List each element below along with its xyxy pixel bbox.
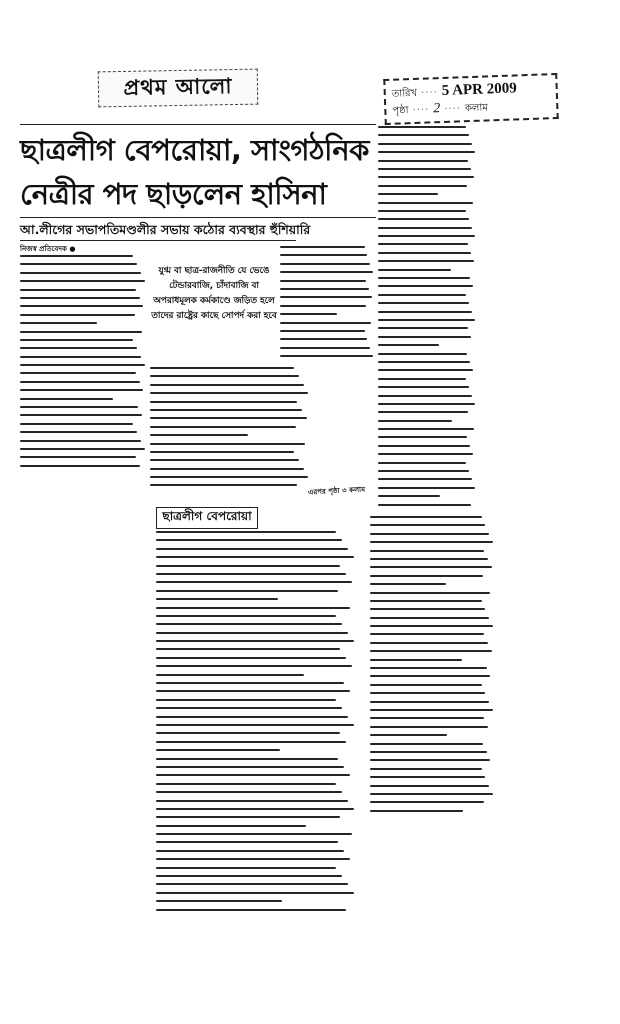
text-line [20,297,140,299]
text-line [156,598,278,600]
text-line [370,642,488,644]
text-line [378,411,468,413]
byline: নিজস্ব প্রতিবেদক ● [20,245,76,253]
text-line [370,650,492,652]
text-line [378,462,466,464]
text-line [156,548,348,550]
text-line [378,420,452,422]
text-line [20,331,142,333]
text-line [20,272,141,274]
text-line [20,448,145,450]
text-line [156,833,352,835]
article-top-rule [20,124,376,125]
text-line [378,277,470,279]
text-line [370,734,447,736]
text-line [370,566,492,568]
text-line [150,451,294,453]
text-line [20,456,136,458]
text-line [378,361,470,363]
text-line [150,476,308,478]
text-line [378,193,438,195]
text-line [378,436,467,438]
text-line [370,692,485,694]
text-line [378,445,470,447]
text-line [20,263,137,265]
text-line [20,431,137,433]
text-line [156,531,336,533]
text-line [20,414,142,416]
text-line [156,867,336,869]
text-line [378,504,471,506]
stamp-dots: ···· [444,103,462,115]
text-line [156,816,340,818]
text-line [378,160,468,162]
text-line [150,434,248,436]
text-line [150,484,297,486]
text-line [280,280,366,282]
text-line [280,246,365,248]
text-line [378,311,472,313]
text-line [370,701,489,703]
text-line [280,338,367,340]
text-line [378,235,475,237]
text-line [378,453,473,455]
text-line [370,541,493,543]
text-line [378,336,471,338]
text-line [378,327,468,329]
text-line [156,556,354,558]
text-line [156,665,352,667]
text-line [370,759,490,761]
text-line [156,875,342,877]
inset-headline: ছাত্রলীগ বেপরোয়া [156,507,258,529]
text-line [370,768,482,770]
text-line [378,227,472,229]
text-line [280,271,373,273]
text-line [150,417,307,419]
text-line [156,892,354,894]
text-line [20,364,145,366]
text-line [156,581,352,583]
text-line [370,592,490,594]
text-line [370,558,488,560]
text-line [370,726,488,728]
text-line [156,565,340,567]
text-line [156,741,346,743]
text-line [156,841,338,843]
text-line [378,403,475,405]
text-line [378,252,471,254]
text-line [378,294,466,296]
text-line [280,288,369,290]
text-line [370,801,484,803]
text-line [378,395,472,397]
text-line [150,384,304,386]
text-line [370,583,446,585]
text-line [370,751,487,753]
text-line [280,296,372,298]
headline-line-2: নেত্রীর পদ ছাড়লেন হাসিনা [20,177,327,211]
text-line [378,386,469,388]
text-line [370,600,482,602]
stamp-column-label: কলাম [464,102,489,115]
text-line [156,623,342,625]
inset-text-column [156,531,356,921]
text-line [156,883,348,885]
text-line [20,398,113,400]
text-line [156,674,304,676]
text-line [156,648,340,650]
text-line [156,657,346,659]
text-line [20,305,143,307]
text-line [150,443,305,445]
text-line [156,573,346,575]
text-line [370,617,489,619]
text-line [280,355,373,357]
text-line [378,495,440,497]
text-line [20,372,136,374]
text-line [156,707,342,709]
text-line [20,389,143,391]
text-line [156,900,282,902]
text-line [370,743,483,745]
text-line [378,369,473,371]
text-line [378,353,467,355]
text-line [280,322,371,324]
text-line [370,709,493,711]
text-line [378,168,471,170]
text-column-6 [370,516,494,824]
text-line [156,858,350,860]
text-line [370,633,484,635]
text-line [378,143,472,145]
text-line [378,260,474,262]
text-line [156,590,338,592]
text-line [370,684,482,686]
text-line [20,322,97,324]
text-line [378,134,469,136]
text-column-2 [150,367,310,497]
text-line [156,682,344,684]
newspaper-masthead: প্রথম আলো [98,69,259,108]
text-line [370,524,485,526]
text-line [370,550,484,552]
text-line [370,533,489,535]
stamp-date-label: তারিখ [391,87,418,100]
text-line [20,280,145,282]
text-line [370,717,484,719]
stamp-dots: ···· [412,104,430,117]
text-line [378,176,474,178]
text-line [150,459,299,461]
date-stamp [383,73,558,125]
text-column-3 [280,246,374,366]
continuation-label: এরপর পৃষ্ঠা ৩ কলাম [307,485,366,497]
text-line [156,699,336,701]
stamp-page-value: 2 [432,101,441,117]
text-line [156,632,348,634]
text-line [156,791,342,793]
stamp-page-row [392,99,488,120]
text-line [156,716,348,718]
text-line [378,378,466,380]
text-line [370,810,463,812]
text-line [156,607,350,609]
text-line [378,269,451,271]
text-line [150,367,294,369]
text-line [370,608,485,610]
headline-rule [20,217,376,218]
text-line [156,749,280,751]
text-line [150,468,304,470]
text-line [378,151,475,153]
text-line [156,783,336,785]
text-line [280,313,337,315]
text-line [378,218,469,220]
stamp-dots: ···· [420,87,439,99]
text-line [378,319,475,321]
text-line [378,243,468,245]
text-line [370,667,487,669]
text-line [20,356,141,358]
text-line [156,825,306,827]
text-line [156,640,354,642]
text-line [150,392,308,394]
text-line [20,465,140,467]
text-line [150,375,299,377]
text-line [280,254,367,256]
text-line [378,428,474,430]
pull-quote: যুগ্ম বা ছাত্র-রাজনীতি যে ভেঙে টেন্ডারবাজি, চাঁদাবাজি বা অপরাধমূলক কর্মকাণ্ডে জড়িত হলে তাদের রাষ্ট্রের কাছে সোপর্দ করা হবে [151,266,277,321]
text-column-1 [20,255,146,477]
text-line [20,440,141,442]
text-line [20,347,137,349]
text-line [20,314,135,316]
text-line [150,426,296,428]
text-line [370,659,462,661]
text-line [20,289,136,291]
text-line [370,776,485,778]
text-line [378,285,473,287]
text-line [20,255,133,257]
article-deck: আ.লীগের সভাপতিমণ্ডলীর সভায় কঠোর ব্যবস্থার হুঁশিয়ারি [20,222,311,237]
text-line [156,615,336,617]
text-line [378,210,466,212]
text-line [280,305,366,307]
text-line [150,401,297,403]
text-line [280,330,365,332]
text-line [370,785,489,787]
text-line [156,732,340,734]
text-line [156,800,348,802]
deck-rule [20,240,296,241]
article-headline [20,128,376,216]
text-line [378,202,473,204]
text-line [156,758,338,760]
text-line [156,766,344,768]
text-line [378,344,439,346]
text-line [378,126,466,128]
stamp-page-label: পৃষ্ঠা [392,105,409,117]
text-line [370,625,493,627]
text-line [378,185,467,187]
text-line [20,423,133,425]
text-line [378,470,469,472]
text-line [370,793,493,795]
stamp-date-value: 5 APR 2009 [441,80,517,100]
text-line [20,339,133,341]
text-line [370,575,483,577]
text-line [370,516,482,518]
text-line [156,724,354,726]
text-column-4 [378,126,476,516]
text-line [280,263,370,265]
text-line [156,690,350,692]
text-line [150,409,302,411]
text-line [280,347,370,349]
text-line [20,406,138,408]
text-line [378,478,472,480]
headline-line-1: ছাত্রলীগ বেপরোয়া, সাংগঠনিক [20,133,369,167]
text-line [378,487,475,489]
text-line [156,909,346,911]
text-line [156,774,350,776]
text-line [156,850,344,852]
text-line [378,302,469,304]
text-line [20,381,140,383]
text-line [156,808,354,810]
text-line [156,539,342,541]
text-line [370,675,490,677]
